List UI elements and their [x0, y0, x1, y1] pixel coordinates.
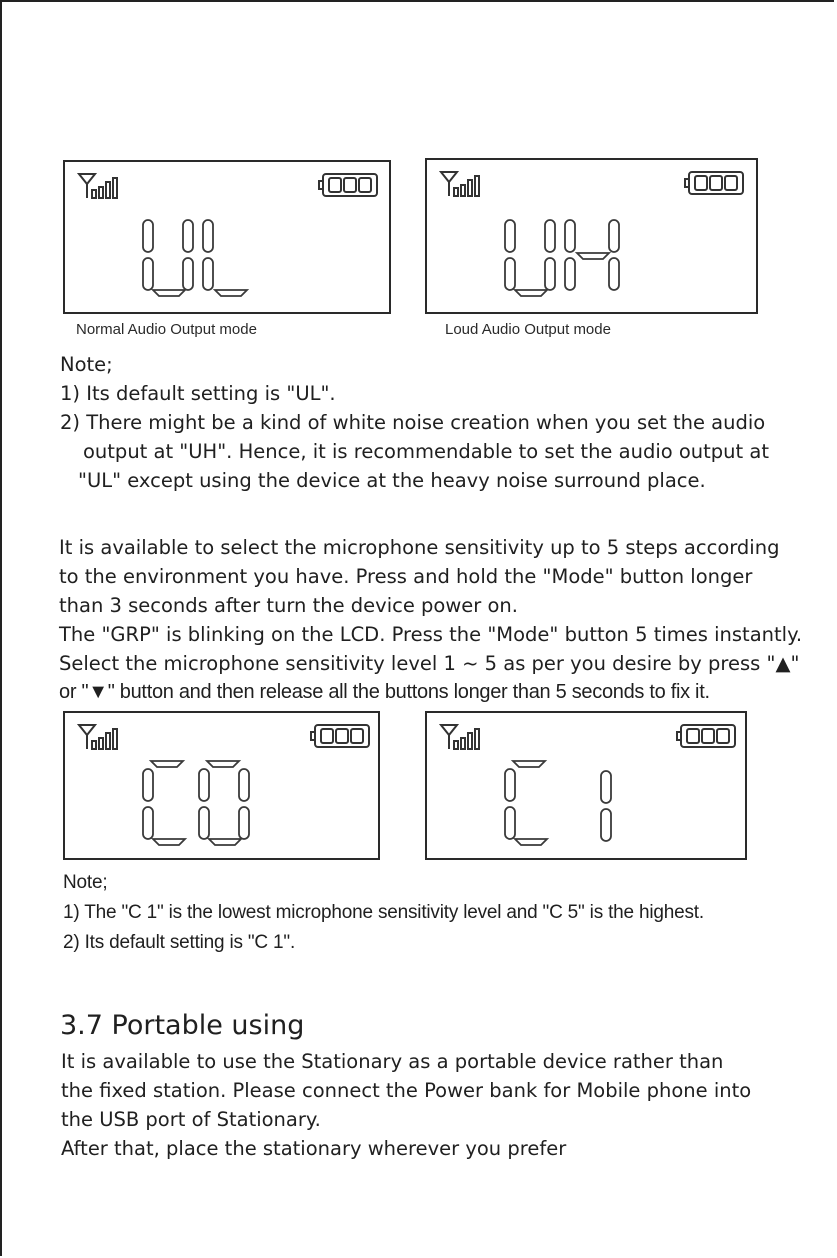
note-title: Note; [63, 872, 108, 893]
lcd-display-uh [427, 160, 756, 312]
lcd-display-c0 [65, 713, 378, 858]
signal-antenna-icon [441, 725, 479, 749]
caption-normal-mode: Normal Audio Output mode [76, 321, 257, 338]
note-audio-output [60, 350, 769, 495]
note-line: 2) Its default setting is "C 1". [63, 932, 296, 953]
seven-seg-0 [199, 761, 249, 845]
paragraph-line: It is available to select the microphone sensitivity up to 5 steps according [59, 536, 780, 559]
seven-seg-1 [601, 771, 611, 841]
sensitivity-paragraph [59, 533, 802, 678]
signal-antenna-icon [79, 174, 117, 198]
lcd-panel-c0 [63, 711, 380, 860]
signal-antenna-icon [79, 725, 117, 749]
battery-icon [685, 172, 743, 194]
note-title: Note; [60, 353, 113, 376]
paragraph-line: The "GRP" is blinking on the LCD. Press the "Mode" button 5 times instantly. [59, 623, 803, 646]
battery-icon [319, 174, 377, 196]
seven-seg-c [143, 761, 185, 845]
seven-seg-c [505, 761, 547, 845]
seven-seg-u [143, 220, 193, 296]
paragraph-line: the USB port of Stationary. [61, 1108, 321, 1131]
battery-icon [311, 725, 369, 747]
lcd-display-ul [65, 162, 389, 312]
note-line: output at "UH". Hence, it is recommendable to set the audio output at [83, 440, 769, 463]
note-line: 1) Its default setting is "UL". [60, 382, 336, 405]
paragraph-line: or "▼" button and then release all the buttons longer than 5 seconds to fix it. [59, 681, 710, 703]
signal-antenna-icon [441, 172, 479, 196]
battery-icon [677, 725, 735, 747]
lcd-panel-c1 [425, 711, 747, 860]
paragraph-line: Select the microphone sensitivity level 1 ~ 5 as per you desire by press "▲" [59, 652, 800, 675]
caption-loud-mode: Loud Audio Output mode [445, 321, 611, 338]
paragraph-line: than 3 seconds after turn the device power on. [59, 594, 518, 617]
paragraph-line: It is available to use the Stationary as a portable device rather than [61, 1050, 724, 1073]
paragraph-line: After that, place the stationary wherever you prefer [61, 1137, 567, 1160]
seven-seg-h [565, 220, 619, 290]
note-line: 1) The "C 1" is the lowest microphone sensitivity level and "C 5" is the highest. [63, 902, 704, 923]
seven-seg-u [505, 220, 555, 296]
paragraph-line: to the environment you have. Press and hold the "Mode" button longer [59, 565, 753, 588]
paragraph-line: the fixed station. Please connect the Power bank for Mobile phone into [61, 1079, 752, 1102]
lcd-display-c1 [427, 713, 745, 858]
lcd-panel-loud [425, 158, 758, 314]
section-heading: 3.7 Portable using [60, 1010, 305, 1041]
sensitivity-paragraph-last [59, 678, 710, 707]
seven-seg-l [203, 220, 247, 296]
lcd-panel-normal [63, 160, 391, 314]
note-line: "UL" except using the device at the heavy noise surround place. [78, 469, 706, 492]
portable-paragraph [61, 1047, 751, 1163]
note-sensitivity [63, 868, 704, 958]
note-line: 2) There might be a kind of white noise creation when you set the audio [60, 411, 766, 434]
